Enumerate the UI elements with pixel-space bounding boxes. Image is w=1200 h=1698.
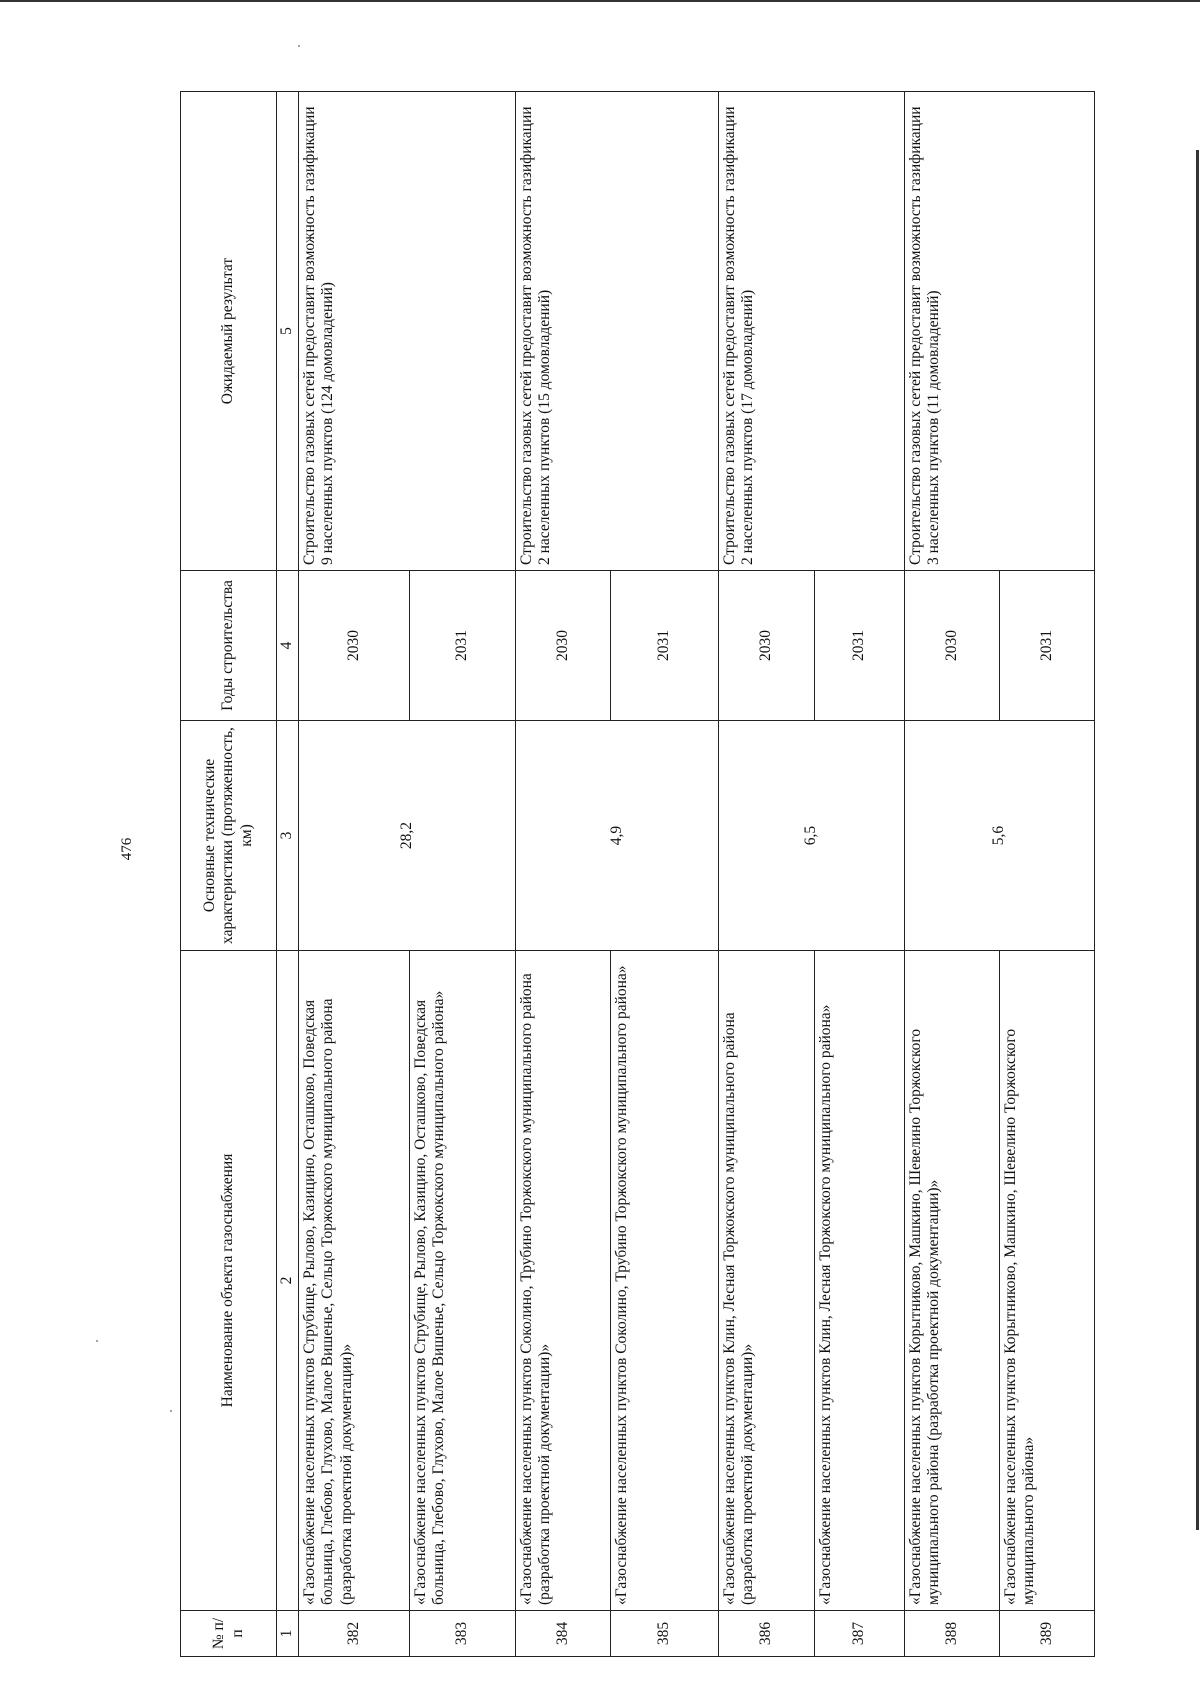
header-result: Ожидаемый результат [181, 92, 277, 571]
scan-edge-top [0, 0, 1200, 2]
row-number: 387 [815, 1611, 905, 1657]
column-index: 5 [277, 92, 299, 571]
page-number: 476 [119, 837, 135, 861]
object-name: «Газоснабжение населенных пунктов Клин, Лесная Торжокского муниципального района (разработка проектной документации)» [719, 951, 815, 1611]
length-km: 4,9 [516, 721, 719, 951]
object-name: «Газоснабжение населенных пунктов Соколино, Трубино Торжокского муниципального района» [611, 951, 719, 1611]
construction-year: 2030 [719, 571, 815, 721]
object-name: «Газоснабжение населенных пунктов Корытниково, Машкино, Шевелино Торжокского муниципального района» [1000, 951, 1095, 1611]
construction-year: 2030 [516, 571, 611, 721]
expected-result: Строительство газовых сетей предоставит возможность газификации 2 населенных пунктов (17 домовладений) [719, 92, 905, 571]
table-row [299, 92, 410, 1657]
construction-year: 2031 [1000, 571, 1095, 721]
table-row [516, 92, 611, 1657]
column-index: 2 [277, 951, 299, 1611]
length-km: 5,6 [905, 721, 1095, 951]
column-index-row [277, 92, 299, 1657]
construction-year: 2031 [815, 571, 905, 721]
table-row [905, 92, 1000, 1657]
expected-result: Строительство газовых сетей предоставит возможность газификации 3 населенных пунктов (11 домовладений) [905, 92, 1095, 571]
object-name: «Газоснабжение населенных пунктов Корытниково, Машкино, Шевелино Торжокского муниципального района (разработка проектной документации)» [905, 951, 1000, 1611]
row-number: 383 [410, 1611, 516, 1657]
row-number: 382 [299, 1611, 410, 1657]
construction-year: 2030 [299, 571, 410, 721]
construction-year: 2030 [905, 571, 1000, 721]
object-name: «Газоснабжение населенных пунктов Струбище, Рылово, Казицино, Осташково, Поведская больница, Глебово, Глухово, Малое Вишенье, Сельцо Торжокского муниципального района» [410, 951, 516, 1611]
construction-year: 2031 [611, 571, 719, 721]
object-name: «Газоснабжение населенных пунктов Соколино, Трубино Торжокского муниципального района (разработка проектной документации)» [516, 951, 611, 1611]
scan-speck [298, 45, 300, 47]
column-index: 3 [277, 721, 299, 951]
object-name: «Газоснабжение населенных пунктов Клин, Лесная Торжокского муниципального района» [815, 951, 905, 1611]
row-number: 385 [611, 1611, 719, 1657]
gas-supply-table [180, 91, 1095, 1657]
gas-supply-table-rotated [180, 92, 1055, 1657]
header-num: № п/п [181, 1611, 277, 1657]
header-row [181, 92, 277, 1657]
row-number: 384 [516, 1611, 611, 1657]
scan-speck [170, 1410, 172, 1412]
row-number: 388 [905, 1611, 1000, 1657]
header-specs: Основные технические характеристики (протяженность, км) [181, 721, 277, 951]
object-name: «Газоснабжение населенных пунктов Струбище, Рылово, Казицино, Осташково, Поведская больница, Глебово, Глухово, Малое Вишенье, Сельцо Торжокского муниципального района (разработка проектной документации)» [299, 951, 410, 1611]
column-index: 1 [277, 1611, 299, 1657]
column-index: 4 [277, 571, 299, 721]
length-km: 28,2 [299, 721, 516, 951]
row-number: 386 [719, 1611, 815, 1657]
scan-edge-right [1196, 150, 1199, 1530]
length-km: 6,5 [719, 721, 905, 951]
header-name: Наименование объекта газоснабжения [181, 951, 277, 1611]
expected-result: Строительство газовых сетей предоставит возможность газификации 9 населенных пунктов (124 домовладений) [299, 92, 516, 571]
row-number: 389 [1000, 1611, 1095, 1657]
header-years: Годы строительства [181, 571, 277, 721]
scan-speck [96, 1340, 98, 1342]
construction-year: 2031 [410, 571, 516, 721]
table-row [719, 92, 815, 1657]
expected-result: Строительство газовых сетей предоставит возможность газификации 2 населенных пунктов (15 домовладений) [516, 92, 719, 571]
